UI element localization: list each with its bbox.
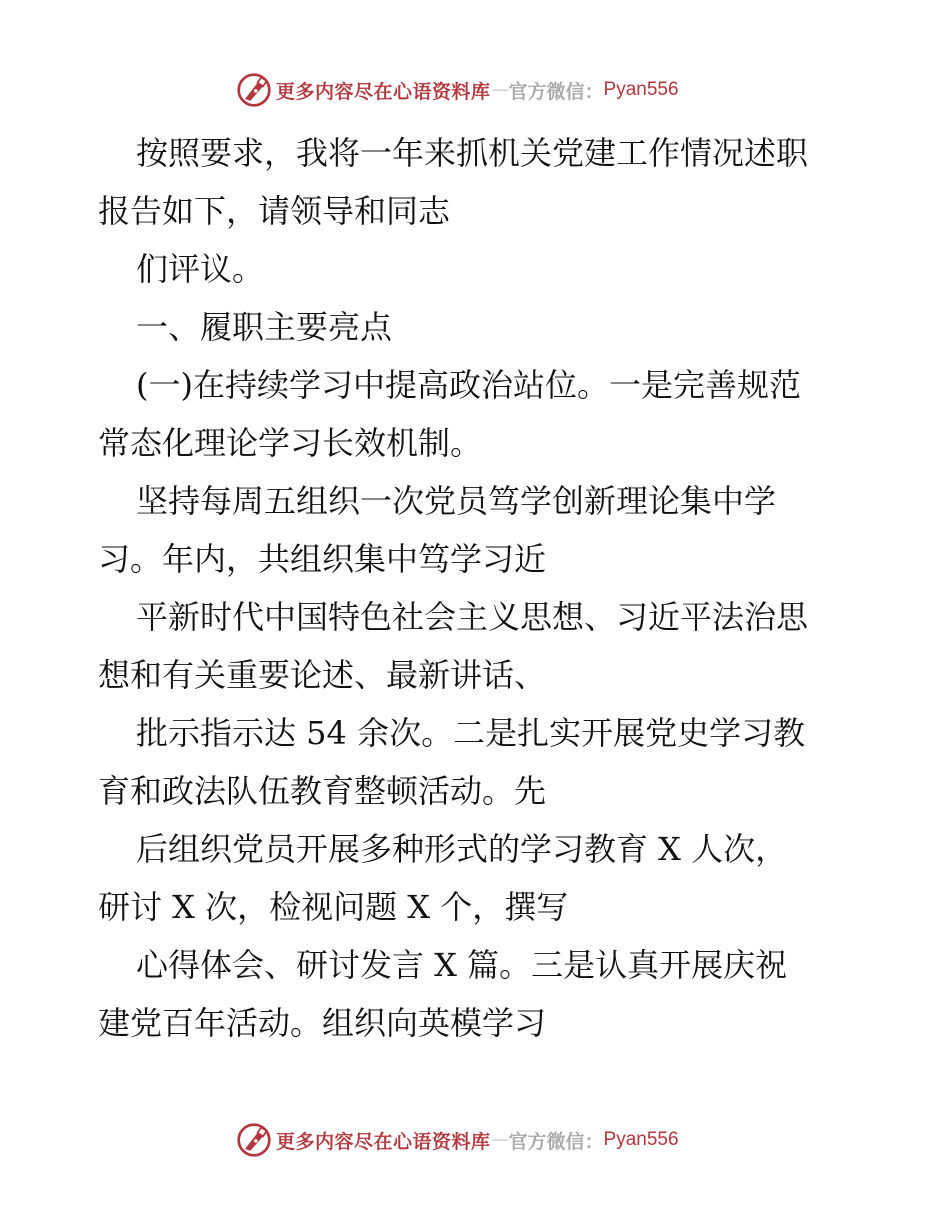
text-line: 坚持每周五组织一次党员笃学创新理论集中学	[136, 482, 777, 520]
header-banner	[236, 70, 716, 110]
header-separator: —	[492, 81, 507, 98]
text-line: 按照要求，我将一年来抓机关党建工作情况述职	[136, 134, 809, 172]
header-contact-id: Pyan556	[603, 79, 679, 100]
footer-separator: —	[492, 1131, 507, 1148]
text-line: 平新时代中国特色社会主义思想、习近平法治思	[136, 598, 809, 636]
fountain-pen-logo-icon	[236, 1122, 272, 1158]
text-line: 想和有关重要论述、最新讲话、	[98, 656, 547, 694]
text-line: 批示指示达 54 余次。二是扎实开展党史学习教	[136, 714, 806, 752]
footer-contact-id: Pyan556	[603, 1129, 679, 1150]
text-line: 心得体会、研讨发言 X 篇。三是认真开展庆祝	[136, 946, 788, 984]
fountain-pen-logo-icon	[236, 72, 272, 108]
text-line: 研讨 X 次，检视问题 X 个，撰写	[98, 888, 569, 926]
text-line: 后组织党员开展多种形式的学习教育 X 人次，	[136, 830, 788, 868]
subsection-heading: (一)在持续学习中提高政治站位。一是完善规范	[136, 366, 801, 404]
section-heading: 一、履职主要亮点	[136, 308, 393, 346]
text-line: 育和政法队伍教育整顿活动。先	[98, 772, 547, 810]
document-body	[98, 124, 858, 1052]
text-line: 建党百年活动。组织向英模学习	[98, 1004, 547, 1042]
header-brand-text: 更多内容尽在心语资料库	[276, 80, 491, 103]
footer-brand-text: 更多内容尽在心语资料库	[276, 1130, 491, 1153]
text-line: 常态化理论学习长效机制。	[98, 424, 483, 462]
text-line: 习。年内，共组织集中笃学习近	[98, 540, 547, 578]
text-line: 们评议。	[136, 250, 265, 288]
footer-banner	[236, 1120, 716, 1160]
header-contact-label: 官方微信：	[508, 80, 604, 103]
text-line: 报告如下，请领导和同志	[98, 192, 451, 230]
footer-contact-label: 官方微信：	[508, 1130, 604, 1153]
